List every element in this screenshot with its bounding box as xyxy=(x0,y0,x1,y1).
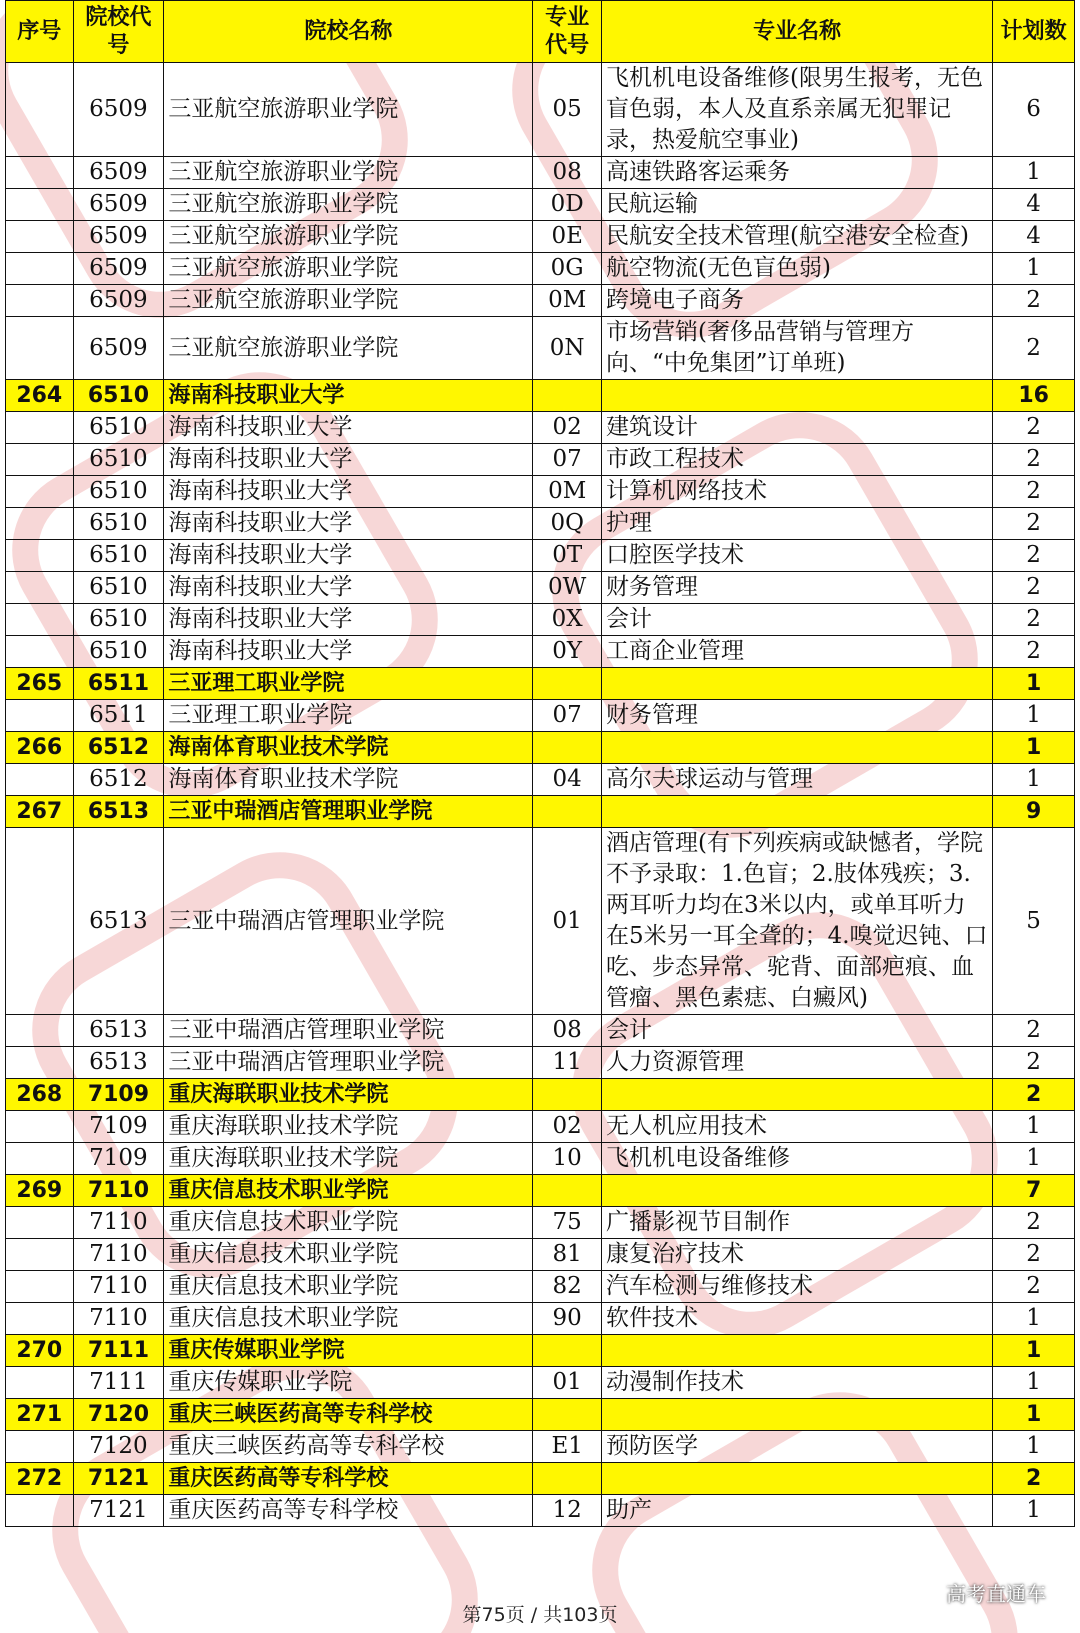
cell-plan: 2 xyxy=(993,476,1075,508)
cell-school-code: 7110 xyxy=(73,1239,164,1271)
cell-major-name: 助产 xyxy=(601,1495,992,1527)
cell-school-code: 7109 xyxy=(73,1111,164,1143)
brand-watermark: 高考直通车 xyxy=(946,1582,1046,1606)
cell-school-name: 海南科技职业大学 xyxy=(164,540,533,572)
cell-major-name: 建筑设计 xyxy=(601,412,992,444)
cell-plan: 16 xyxy=(993,380,1075,412)
cell-seq xyxy=(6,1207,74,1239)
cell-major-name: 酒店管理(有下列疾病或缺憾者，学院不予录取：1.色盲；2.肢体残疾；3.两耳听力均在3米以内，或单耳听力在5米另一耳全聋的；4.嗅觉迟钝、口吃、步态异常、驼背、面部疤痕、血管瘤、黑色素痣、白癜风) xyxy=(601,828,992,1015)
cell-plan: 5 xyxy=(993,828,1075,1015)
cell-school-code: 6510 xyxy=(73,540,164,572)
cell-seq xyxy=(6,572,74,604)
cell-plan: 6 xyxy=(993,63,1075,157)
header-major-code: 专业代号 xyxy=(533,1,602,63)
cell-major-code: 05 xyxy=(533,63,602,157)
table-row xyxy=(6,189,1075,221)
cell-school-code: 6509 xyxy=(73,63,164,157)
cell-major-code: 0D xyxy=(533,189,602,221)
cell-plan: 2 xyxy=(993,636,1075,668)
cell-major-code: 81 xyxy=(533,1239,602,1271)
table-row xyxy=(6,572,1075,604)
cell-school-name: 三亚航空旅游职业学院 xyxy=(164,317,533,380)
cell-school-name: 三亚理工职业学院 xyxy=(164,668,533,700)
cell-major-code: 0X xyxy=(533,604,602,636)
cell-seq xyxy=(6,1239,74,1271)
cell-school-code: 7120 xyxy=(73,1431,164,1463)
cell-major-name: 人力资源管理 xyxy=(601,1047,992,1079)
cell-school-name: 重庆三峡医药高等专科学校 xyxy=(164,1399,533,1431)
cell-seq: 268 xyxy=(6,1079,74,1111)
cell-major-name: 财务管理 xyxy=(601,572,992,604)
cell-school-code: 6513 xyxy=(73,828,164,1015)
cell-major-name: 飞机机电设备维修(限男生报考，无色盲色弱，本人及直系亲属无犯罪记录，热爱航空事业) xyxy=(601,63,992,157)
cell-seq xyxy=(6,253,74,285)
school-summary-row xyxy=(6,1175,1075,1207)
cell-seq: 265 xyxy=(6,668,74,700)
header-plan: 计划数 xyxy=(993,1,1075,63)
cell-seq: 266 xyxy=(6,732,74,764)
cell-school-name: 三亚航空旅游职业学院 xyxy=(164,63,533,157)
cell-major-code: 0E xyxy=(533,221,602,253)
cell-plan: 9 xyxy=(993,796,1075,828)
cell-plan: 2 xyxy=(993,508,1075,540)
cell-major-name: 跨境电子商务 xyxy=(601,285,992,317)
school-summary-row xyxy=(6,1079,1075,1111)
cell-major-code: 10 xyxy=(533,1143,602,1175)
cell-school-name: 海南体育职业技术学院 xyxy=(164,764,533,796)
cell-major-name: 动漫制作技术 xyxy=(601,1367,992,1399)
cell-major-name: 飞机机电设备维修 xyxy=(601,1143,992,1175)
cell-seq xyxy=(6,700,74,732)
cell-plan: 2 xyxy=(993,1463,1075,1495)
table-row xyxy=(6,1303,1075,1335)
cell-school-name: 重庆信息技术职业学院 xyxy=(164,1175,533,1207)
cell-seq xyxy=(6,1143,74,1175)
cell-major-name: 护理 xyxy=(601,508,992,540)
cell-school-name: 重庆信息技术职业学院 xyxy=(164,1271,533,1303)
cell-school-code: 6513 xyxy=(73,1015,164,1047)
cell-major-name: 高速铁路客运乘务 xyxy=(601,157,992,189)
cell-major-name: 航空物流(无色盲色弱) xyxy=(601,253,992,285)
cell-plan: 1 xyxy=(993,157,1075,189)
cell-school-code: 6510 xyxy=(73,476,164,508)
cell-seq xyxy=(6,1367,74,1399)
cell-major-code: 0M xyxy=(533,285,602,317)
cell-plan: 7 xyxy=(993,1175,1075,1207)
cell-major-name: 口腔医学技术 xyxy=(601,540,992,572)
cell-plan: 2 xyxy=(993,572,1075,604)
cell-major-name xyxy=(601,1399,992,1431)
cell-major-code xyxy=(533,1079,602,1111)
cell-school-code: 7110 xyxy=(73,1175,164,1207)
cell-major-name: 高尔夫球运动与管理 xyxy=(601,764,992,796)
table-row xyxy=(6,285,1075,317)
cell-school-code: 7121 xyxy=(73,1463,164,1495)
cell-major-name: 会计 xyxy=(601,1015,992,1047)
header-seq: 序号 xyxy=(6,1,74,63)
cell-major-name: 无人机应用技术 xyxy=(601,1111,992,1143)
cell-school-name: 海南科技职业大学 xyxy=(164,508,533,540)
cell-seq: 269 xyxy=(6,1175,74,1207)
cell-school-name: 重庆传媒职业学院 xyxy=(164,1335,533,1367)
header-school-code: 院校代号 xyxy=(73,1,164,63)
cell-plan: 2 xyxy=(993,1239,1075,1271)
cell-seq xyxy=(6,1047,74,1079)
table-row xyxy=(6,63,1075,157)
cell-seq xyxy=(6,508,74,540)
cell-school-name: 重庆医药高等专科学校 xyxy=(164,1463,533,1495)
cell-major-name: 民航运输 xyxy=(601,189,992,221)
cell-school-code: 7121 xyxy=(73,1495,164,1527)
cell-seq xyxy=(6,412,74,444)
cell-school-name: 海南科技职业大学 xyxy=(164,444,533,476)
cell-school-code: 6509 xyxy=(73,221,164,253)
table-row xyxy=(6,1015,1075,1047)
cell-major-code xyxy=(533,732,602,764)
cell-school-code: 6511 xyxy=(73,668,164,700)
cell-school-code: 6509 xyxy=(73,253,164,285)
cell-school-name: 三亚航空旅游职业学院 xyxy=(164,285,533,317)
table-row xyxy=(6,1143,1075,1175)
cell-school-code: 7120 xyxy=(73,1399,164,1431)
school-summary-row xyxy=(6,732,1075,764)
cell-school-name: 重庆三峡医药高等专科学校 xyxy=(164,1431,533,1463)
table-row xyxy=(6,540,1075,572)
cell-plan: 2 xyxy=(993,1207,1075,1239)
cell-school-code: 6513 xyxy=(73,1047,164,1079)
cell-plan: 2 xyxy=(993,444,1075,476)
cell-major-code: 75 xyxy=(533,1207,602,1239)
cell-major-name xyxy=(601,1175,992,1207)
cell-seq: 264 xyxy=(6,380,74,412)
cell-major-code: 08 xyxy=(533,1015,602,1047)
cell-school-name: 海南科技职业大学 xyxy=(164,380,533,412)
cell-major-code: 04 xyxy=(533,764,602,796)
cell-major-code xyxy=(533,1399,602,1431)
page-number: 第75页 / 共103页 xyxy=(462,1604,618,1626)
cell-school-code: 6510 xyxy=(73,604,164,636)
cell-school-code: 7110 xyxy=(73,1303,164,1335)
cell-school-name: 重庆信息技术职业学院 xyxy=(164,1303,533,1335)
cell-major-name xyxy=(601,380,992,412)
cell-major-code: 0T xyxy=(533,540,602,572)
table-row xyxy=(6,508,1075,540)
cell-seq xyxy=(6,63,74,157)
cell-school-name: 海南科技职业大学 xyxy=(164,636,533,668)
cell-major-code: 08 xyxy=(533,157,602,189)
table-row xyxy=(6,253,1075,285)
table-row xyxy=(6,1431,1075,1463)
cell-plan: 2 xyxy=(993,412,1075,444)
cell-major-name xyxy=(601,1463,992,1495)
cell-seq xyxy=(6,1495,74,1527)
cell-seq xyxy=(6,764,74,796)
cell-seq xyxy=(6,221,74,253)
table-row xyxy=(6,1047,1075,1079)
cell-school-code: 6513 xyxy=(73,796,164,828)
cell-plan: 2 xyxy=(993,1079,1075,1111)
cell-plan: 1 xyxy=(993,1303,1075,1335)
cell-major-name: 软件技术 xyxy=(601,1303,992,1335)
cell-major-name xyxy=(601,668,992,700)
cell-major-name: 汽车检测与维修技术 xyxy=(601,1271,992,1303)
cell-school-code: 6509 xyxy=(73,317,164,380)
cell-plan: 1 xyxy=(993,1335,1075,1367)
cell-major-code: 07 xyxy=(533,444,602,476)
cell-major-code: E1 xyxy=(533,1431,602,1463)
cell-major-code xyxy=(533,1335,602,1367)
cell-school-name: 海南体育职业技术学院 xyxy=(164,732,533,764)
cell-school-code: 6511 xyxy=(73,700,164,732)
cell-school-code: 7109 xyxy=(73,1143,164,1175)
cell-school-code: 6510 xyxy=(73,444,164,476)
cell-school-code: 6509 xyxy=(73,285,164,317)
cell-seq xyxy=(6,540,74,572)
cell-major-code: 0Y xyxy=(533,636,602,668)
cell-seq xyxy=(6,317,74,380)
cell-plan: 1 xyxy=(993,1367,1075,1399)
cell-major-code: 11 xyxy=(533,1047,602,1079)
cell-seq xyxy=(6,476,74,508)
cell-plan: 2 xyxy=(993,285,1075,317)
school-summary-row xyxy=(6,1335,1075,1367)
cell-school-name: 重庆传媒职业学院 xyxy=(164,1367,533,1399)
table-row xyxy=(6,221,1075,253)
cell-major-name: 康复治疗技术 xyxy=(601,1239,992,1271)
cell-seq xyxy=(6,285,74,317)
table-row xyxy=(6,828,1075,1015)
table-body xyxy=(6,63,1075,1527)
cell-seq xyxy=(6,1111,74,1143)
cell-school-name: 重庆信息技术职业学院 xyxy=(164,1239,533,1271)
cell-plan: 1 xyxy=(993,1143,1075,1175)
school-summary-row xyxy=(6,1399,1075,1431)
cell-school-name: 三亚航空旅游职业学院 xyxy=(164,253,533,285)
cell-major-code: 0Q xyxy=(533,508,602,540)
table-row xyxy=(6,157,1075,189)
cell-school-name: 重庆海联职业技术学院 xyxy=(164,1111,533,1143)
cell-plan: 2 xyxy=(993,317,1075,380)
school-summary-row xyxy=(6,796,1075,828)
cell-plan: 4 xyxy=(993,221,1075,253)
cell-seq: 270 xyxy=(6,1335,74,1367)
cell-major-name xyxy=(601,796,992,828)
cell-major-code: 01 xyxy=(533,1367,602,1399)
cell-school-name: 海南科技职业大学 xyxy=(164,476,533,508)
cell-major-code xyxy=(533,668,602,700)
school-summary-row xyxy=(6,380,1075,412)
cell-seq xyxy=(6,444,74,476)
cell-plan: 4 xyxy=(993,189,1075,221)
table-row xyxy=(6,604,1075,636)
cell-school-name: 重庆医药高等专科学校 xyxy=(164,1495,533,1527)
cell-seq xyxy=(6,636,74,668)
cell-school-code: 7110 xyxy=(73,1207,164,1239)
cell-major-name: 工商企业管理 xyxy=(601,636,992,668)
table-row xyxy=(6,764,1075,796)
enrollment-plan-table xyxy=(5,0,1075,1527)
cell-school-name: 三亚中瑞酒店管理职业学院 xyxy=(164,1047,533,1079)
cell-major-code xyxy=(533,1463,602,1495)
cell-major-name xyxy=(601,732,992,764)
cell-major-name xyxy=(601,1335,992,1367)
cell-school-code: 7111 xyxy=(73,1335,164,1367)
cell-school-code: 6510 xyxy=(73,572,164,604)
cell-seq: 271 xyxy=(6,1399,74,1431)
cell-school-code: 6509 xyxy=(73,189,164,221)
cell-plan: 1 xyxy=(993,700,1075,732)
cell-seq xyxy=(6,1303,74,1335)
cell-seq xyxy=(6,1271,74,1303)
school-summary-row xyxy=(6,1463,1075,1495)
cell-school-name: 重庆海联职业技术学院 xyxy=(164,1079,533,1111)
cell-major-code: 02 xyxy=(533,412,602,444)
cell-major-code: 90 xyxy=(533,1303,602,1335)
cell-seq xyxy=(6,1015,74,1047)
cell-major-code: 82 xyxy=(533,1271,602,1303)
cell-major-code: 12 xyxy=(533,1495,602,1527)
cell-major-code xyxy=(533,380,602,412)
cell-plan: 2 xyxy=(993,540,1075,572)
cell-major-code: 0G xyxy=(533,253,602,285)
cell-seq xyxy=(6,1431,74,1463)
table-row xyxy=(6,1239,1075,1271)
header-school-name: 院校名称 xyxy=(164,1,533,63)
cell-plan: 2 xyxy=(993,1271,1075,1303)
cell-plan: 1 xyxy=(993,668,1075,700)
cell-school-code: 7111 xyxy=(73,1367,164,1399)
cell-major-code: 0M xyxy=(533,476,602,508)
cell-seq: 267 xyxy=(6,796,74,828)
table-row xyxy=(6,317,1075,380)
cell-major-name: 会计 xyxy=(601,604,992,636)
cell-school-name: 三亚中瑞酒店管理职业学院 xyxy=(164,828,533,1015)
cell-seq xyxy=(6,828,74,1015)
cell-school-name: 三亚理工职业学院 xyxy=(164,700,533,732)
table-row xyxy=(6,636,1075,668)
cell-school-name: 三亚中瑞酒店管理职业学院 xyxy=(164,796,533,828)
cell-major-code xyxy=(533,1175,602,1207)
cell-school-code: 6510 xyxy=(73,508,164,540)
cell-school-code: 7110 xyxy=(73,1271,164,1303)
cell-major-name: 财务管理 xyxy=(601,700,992,732)
cell-major-code: 0N xyxy=(533,317,602,380)
cell-school-code: 6512 xyxy=(73,732,164,764)
cell-school-name: 重庆信息技术职业学院 xyxy=(164,1207,533,1239)
cell-school-name: 三亚航空旅游职业学院 xyxy=(164,189,533,221)
cell-plan: 2 xyxy=(993,604,1075,636)
cell-major-name: 民航安全技术管理(航空港安全检查) xyxy=(601,221,992,253)
cell-major-name: 计算机网络技术 xyxy=(601,476,992,508)
cell-plan: 1 xyxy=(993,1495,1075,1527)
cell-major-name: 预防医学 xyxy=(601,1431,992,1463)
cell-major-code: 02 xyxy=(533,1111,602,1143)
cell-school-name: 重庆海联职业技术学院 xyxy=(164,1143,533,1175)
cell-major-name xyxy=(601,1079,992,1111)
table-row xyxy=(6,444,1075,476)
table-row xyxy=(6,476,1075,508)
table-header-row xyxy=(6,1,1075,63)
cell-seq xyxy=(6,604,74,636)
table-row xyxy=(6,1271,1075,1303)
table-row xyxy=(6,1207,1075,1239)
cell-plan: 2 xyxy=(993,1047,1075,1079)
cell-school-code: 6510 xyxy=(73,412,164,444)
cell-school-name: 海南科技职业大学 xyxy=(164,412,533,444)
cell-seq: 272 xyxy=(6,1463,74,1495)
cell-plan: 1 xyxy=(993,253,1075,285)
cell-school-name: 三亚航空旅游职业学院 xyxy=(164,157,533,189)
cell-school-code: 6510 xyxy=(73,636,164,668)
cell-major-name: 广播影视节目制作 xyxy=(601,1207,992,1239)
cell-school-code: 6510 xyxy=(73,380,164,412)
table-row xyxy=(6,1367,1075,1399)
cell-plan: 1 xyxy=(993,1111,1075,1143)
table-row xyxy=(6,1111,1075,1143)
cell-school-name: 海南科技职业大学 xyxy=(164,572,533,604)
table-row xyxy=(6,1495,1075,1527)
cell-seq xyxy=(6,157,74,189)
cell-major-code: 01 xyxy=(533,828,602,1015)
cell-major-code: 07 xyxy=(533,700,602,732)
cell-plan: 1 xyxy=(993,764,1075,796)
cell-major-name: 市政工程技术 xyxy=(601,444,992,476)
cell-school-code: 6509 xyxy=(73,157,164,189)
cell-plan: 1 xyxy=(993,1399,1075,1431)
cell-plan: 2 xyxy=(993,1015,1075,1047)
cell-school-code: 6512 xyxy=(73,764,164,796)
cell-school-name: 海南科技职业大学 xyxy=(164,604,533,636)
cell-school-name: 三亚航空旅游职业学院 xyxy=(164,221,533,253)
table-row xyxy=(6,700,1075,732)
cell-major-name: 市场营销(奢侈品营销与管理方向、“中免集团”订单班) xyxy=(601,317,992,380)
cell-major-code xyxy=(533,796,602,828)
cell-seq xyxy=(6,189,74,221)
cell-school-code: 7109 xyxy=(73,1079,164,1111)
school-summary-row xyxy=(6,668,1075,700)
header-major-name: 专业名称 xyxy=(601,1,992,63)
cell-plan: 1 xyxy=(993,1431,1075,1463)
cell-major-code: 0W xyxy=(533,572,602,604)
cell-plan: 1 xyxy=(993,732,1075,764)
cell-school-name: 三亚中瑞酒店管理职业学院 xyxy=(164,1015,533,1047)
table-row xyxy=(6,412,1075,444)
